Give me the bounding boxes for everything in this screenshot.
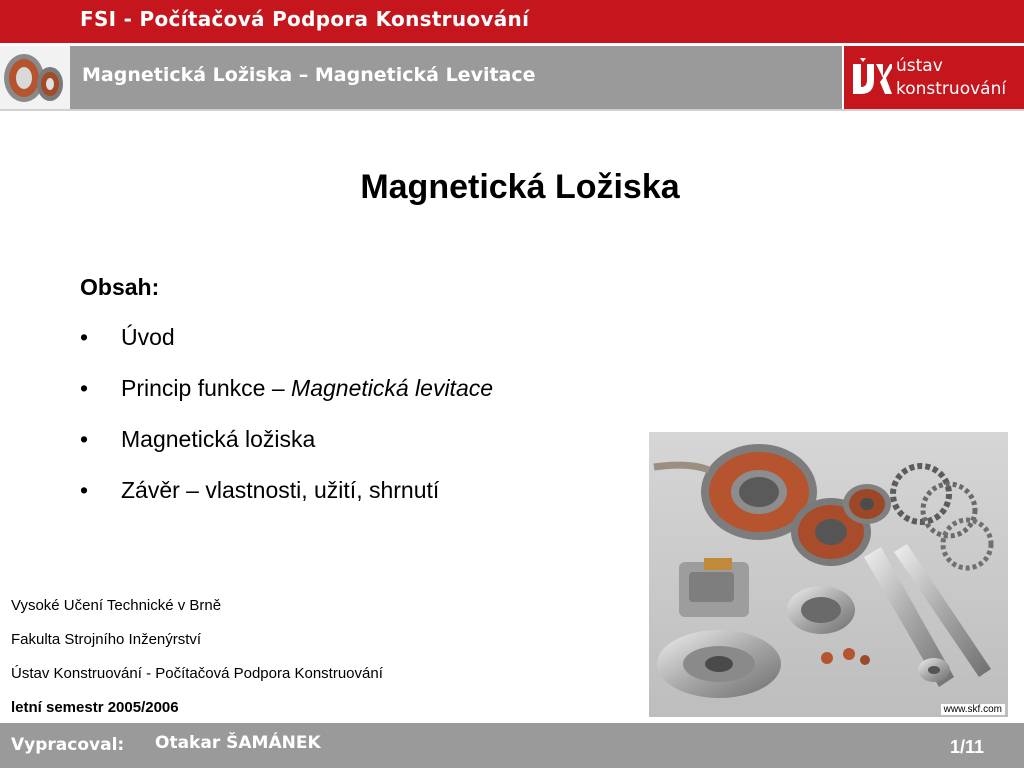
slide-title: Magnetická Ložiska — [360, 168, 680, 206]
bearing-thumbnail-icon — [0, 46, 70, 109]
bullet-icon: • — [80, 375, 89, 401]
magnetic-bearing-parts-illustration — [649, 432, 1008, 717]
course-title: FSI - Počítačová Podpora Konstruování — [80, 7, 530, 31]
contents-heading: Obsah: — [80, 274, 160, 300]
uk-logo-icon — [850, 56, 892, 100]
subtitle-bar — [70, 46, 842, 109]
faculty-name: Fakulta Strojního Inženýrství — [11, 631, 202, 648]
logo-text-line1: ústav — [896, 56, 943, 76]
bullet-text: Magnetická ložiska — [121, 426, 316, 452]
institute-name: Ústav Konstruování - Počítačová Podpora Konstruování — [11, 665, 383, 682]
page-number: 1/11 — [949, 737, 984, 757]
header-divider — [0, 109, 1024, 111]
bullet-text: Úvod — [121, 324, 175, 350]
bearing-thumbnail — [0, 46, 70, 109]
bullet-icon: • — [80, 324, 89, 350]
institute-logo — [844, 46, 1024, 109]
bullet-text — [121, 373, 493, 403]
semester-label: letní semestr 2005/2006 — [11, 699, 179, 716]
photo-credit: www.skf.com — [941, 704, 1005, 715]
footer-info — [11, 596, 383, 732]
university-name: Vysoké Učení Technické v Brně — [11, 597, 222, 614]
presentation-subtitle: Magnetická Ložiska – Magnetická Levitace — [82, 64, 536, 86]
author-label: Vypracoval: — [11, 735, 125, 755]
bullet-icon: • — [80, 426, 89, 452]
bottom-bar — [0, 723, 1024, 768]
bearing-components-photo — [649, 432, 1008, 717]
top-title-bar — [0, 0, 1024, 43]
bullet-text: Závěr – vlastnosti, užití, shrnutí — [121, 477, 440, 503]
bullet-text-italic: Magnetická levitace — [291, 375, 494, 401]
bullet-icon: • — [80, 477, 89, 503]
logo-text-line2: konstruování — [896, 79, 1007, 99]
bullet-text-main: Princip funkce – — [121, 375, 292, 401]
author-name: Otakar ŠAMÁNEK — [155, 733, 321, 753]
